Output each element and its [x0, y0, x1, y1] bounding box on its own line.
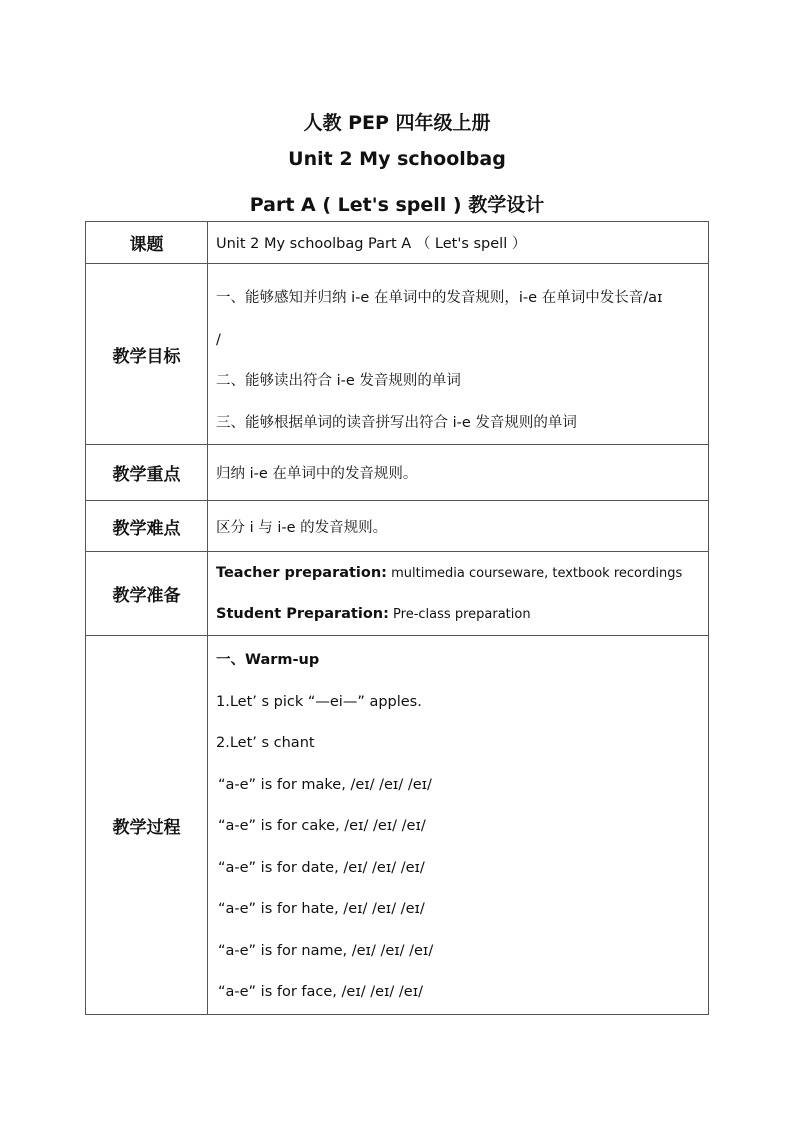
preparation-label: 教学准备 — [86, 552, 208, 636]
process-line-2: 2.Let’ s chant — [216, 735, 315, 751]
process-label: 教学过程 — [86, 636, 208, 1015]
lesson-title: Part A ( Let's spell ) 教学设计 — [249, 194, 545, 216]
student-preparation-value: Pre-class preparation — [388, 606, 531, 622]
teacher-preparation-value: multimedia courseware, textbook recordings — [386, 565, 683, 581]
chant-line-3: “a-e” is for date, /eɪ/ /eɪ/ /eɪ/ — [218, 859, 425, 876]
difficulties-label: 教学难点 — [86, 501, 208, 552]
teacher-preparation — [216, 553, 708, 594]
topic-label: 课题 — [86, 222, 208, 264]
goal-line-2: 二、能够读出符合 i-e 发音规则的单词 — [216, 373, 461, 389]
table-row-goals — [86, 264, 709, 445]
lesson-plan-table — [85, 221, 709, 1015]
goals-label: 教学目标 — [86, 264, 208, 445]
teacher-preparation-label: Teacher preparation: — [216, 564, 387, 581]
student-preparation — [216, 594, 708, 635]
chant-line-5: “a-e” is for name, /eɪ/ /eɪ/ /eɪ/ — [218, 942, 434, 959]
chant-line-6: “a-e” is for face, /eɪ/ /eɪ/ /eɪ/ — [218, 984, 423, 1000]
document-title: 人教 PEP 四年级上册 — [303, 112, 491, 134]
table-row-topic — [86, 222, 709, 264]
table-row-preparation — [86, 552, 709, 636]
goal-line-3: 三、能够根据单词的读音拼写出符合 i-e 发音规则的单词 — [216, 414, 577, 431]
key-points-label: 教学重点 — [86, 445, 208, 501]
warm-up-heading: 一、Warm-up — [216, 652, 320, 668]
table-row-difficulties — [86, 501, 709, 552]
process-line-1: 1.Let’ s pick “—ei—” apples. — [216, 693, 422, 710]
goal-line-1: 一、能够感知并归纳 i-e 在单词中的发音规则，i-e 在单词中发长音/aɪ — [216, 290, 663, 306]
chant-line-4: “a-e” is for hate, /eɪ/ /eɪ/ /eɪ/ — [218, 901, 425, 917]
topic-value: Unit 2 My schoolbag Part A （ Let's spell ） — [208, 222, 709, 264]
table-row-key-points — [86, 445, 709, 501]
key-points-value: 归纳 i-e 在单词中的发音规则。 — [208, 445, 709, 501]
goal-line-1-continued: / — [216, 331, 221, 348]
table-row-process — [86, 636, 709, 1015]
chant-line-2: “a-e” is for cake, /eɪ/ /eɪ/ /eɪ/ — [218, 818, 426, 834]
student-preparation-label: Student Preparation: — [216, 605, 389, 622]
process-content — [208, 636, 709, 1015]
unit-title: Unit 2 My schoolbag — [288, 148, 506, 170]
difficulties-value: 区分 i 与 i-e 的发音规则。 — [208, 501, 709, 552]
chant-line-1: “a-e” is for make, /eɪ/ /eɪ/ /eɪ/ — [218, 776, 432, 793]
goals-content — [208, 264, 709, 445]
preparation-content — [208, 552, 709, 636]
